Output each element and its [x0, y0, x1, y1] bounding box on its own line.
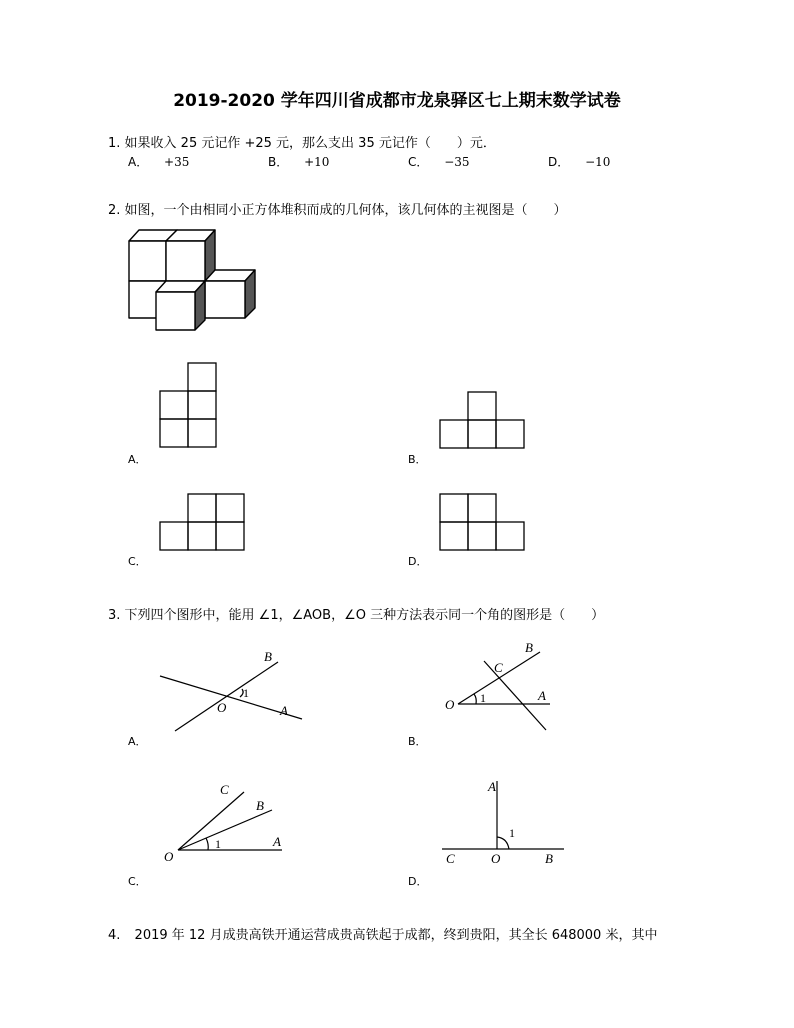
q3b-label-o: O [445, 697, 455, 712]
q2-option-c-grid [159, 493, 247, 553]
q3a-label-b: B [264, 649, 272, 664]
question-2-text: 如图，一个由相同小正方体堆积而成的几何体，该几何体的主视图是（ ） [124, 203, 567, 218]
q3b-label-b: B [525, 640, 533, 655]
q1-option-d-label: D． [548, 155, 570, 169]
cube-front-face-right [205, 281, 245, 318]
q1-option-c [408, 153, 470, 170]
q2-option-b-label: B． [408, 453, 427, 466]
q1-option-d-value: −10 [585, 155, 611, 169]
q1-option-c-label: C． [408, 155, 429, 169]
cube-front-face-tl [129, 241, 166, 281]
question-2 [108, 199, 567, 218]
paper-title: 2019-2020 学年四川省成都市龙泉驿区七上期末数学试卷 [173, 91, 621, 111]
q3a-label-1: 1 [243, 686, 249, 700]
question-4-number: 4. [108, 928, 121, 943]
q1-option-a [128, 153, 189, 170]
q3-option-c-label: C． [128, 875, 147, 888]
q3a-label-a: A [280, 703, 288, 718]
question-1-text: 如果收入 25 元记作 +25 元，那么支出 35 元记作（ ）元． [124, 136, 496, 151]
q3c-label-o: O [164, 849, 174, 864]
q3-option-b-label: B． [408, 735, 427, 748]
q3-option-c-figure [160, 780, 300, 870]
question-2-number: 2. [108, 203, 121, 218]
q3b-label-c: C [494, 660, 503, 675]
q2-option-d-grid [439, 493, 527, 553]
q1-option-b-value: +10 [304, 155, 330, 169]
q3c-label-c: C [220, 782, 229, 797]
question-1 [108, 132, 496, 151]
q1-option-c-value: −35 [444, 155, 470, 169]
q3d-label-o: O [491, 851, 501, 866]
q2-option-c-label: C． [128, 555, 147, 568]
question-3-number: 3. [108, 608, 121, 623]
q2-option-d-label: D． [408, 555, 428, 568]
question-3 [108, 604, 604, 623]
q3b-label-1: 1 [480, 691, 486, 705]
q1-option-a-label: A． [128, 155, 149, 169]
q3c-label-b: B [256, 798, 264, 813]
question-3-text: 下列四个图形中，能用 ∠1，∠AOB，∠O 三种方法表示同一个角的图形是（ ） [124, 608, 605, 623]
q2-option-b-grid [439, 391, 527, 451]
q3-option-d-label: D． [408, 875, 428, 888]
q2-option-a-grid [159, 362, 219, 450]
cube-stack-figure [128, 228, 260, 333]
q3a-label-o: O [217, 700, 227, 715]
q3-option-b-figure [440, 638, 560, 733]
q3d-label-1: 1 [509, 826, 515, 840]
q1-option-a-value: +35 [164, 155, 190, 169]
q1-option-b-label: B． [268, 155, 289, 169]
cube-front-face-tr [166, 241, 205, 281]
q3b-label-a: A [538, 688, 546, 703]
question-1-number: 1. [108, 136, 121, 151]
q3d-label-b: B [545, 851, 553, 866]
question-4 [108, 924, 657, 943]
cube-front-face-mid [156, 292, 195, 330]
q3c-label-1: 1 [215, 837, 221, 851]
q2-option-a-label: A． [128, 453, 147, 466]
q1-option-d [548, 153, 610, 170]
q3-option-d-figure [440, 775, 570, 870]
q3-option-a-figure [150, 645, 310, 735]
q1-option-b [268, 153, 329, 170]
q3d-label-c: C [446, 851, 455, 866]
q3c-label-a: A [273, 834, 281, 849]
q3d-label-a: A [488, 779, 496, 794]
q3-option-a-label: A． [128, 735, 147, 748]
question-4-text: 2019 年 12 月成贵高铁开通运营成贵高铁起于成都，终到贵阳，其全长 648000 米，其中 [134, 928, 658, 943]
